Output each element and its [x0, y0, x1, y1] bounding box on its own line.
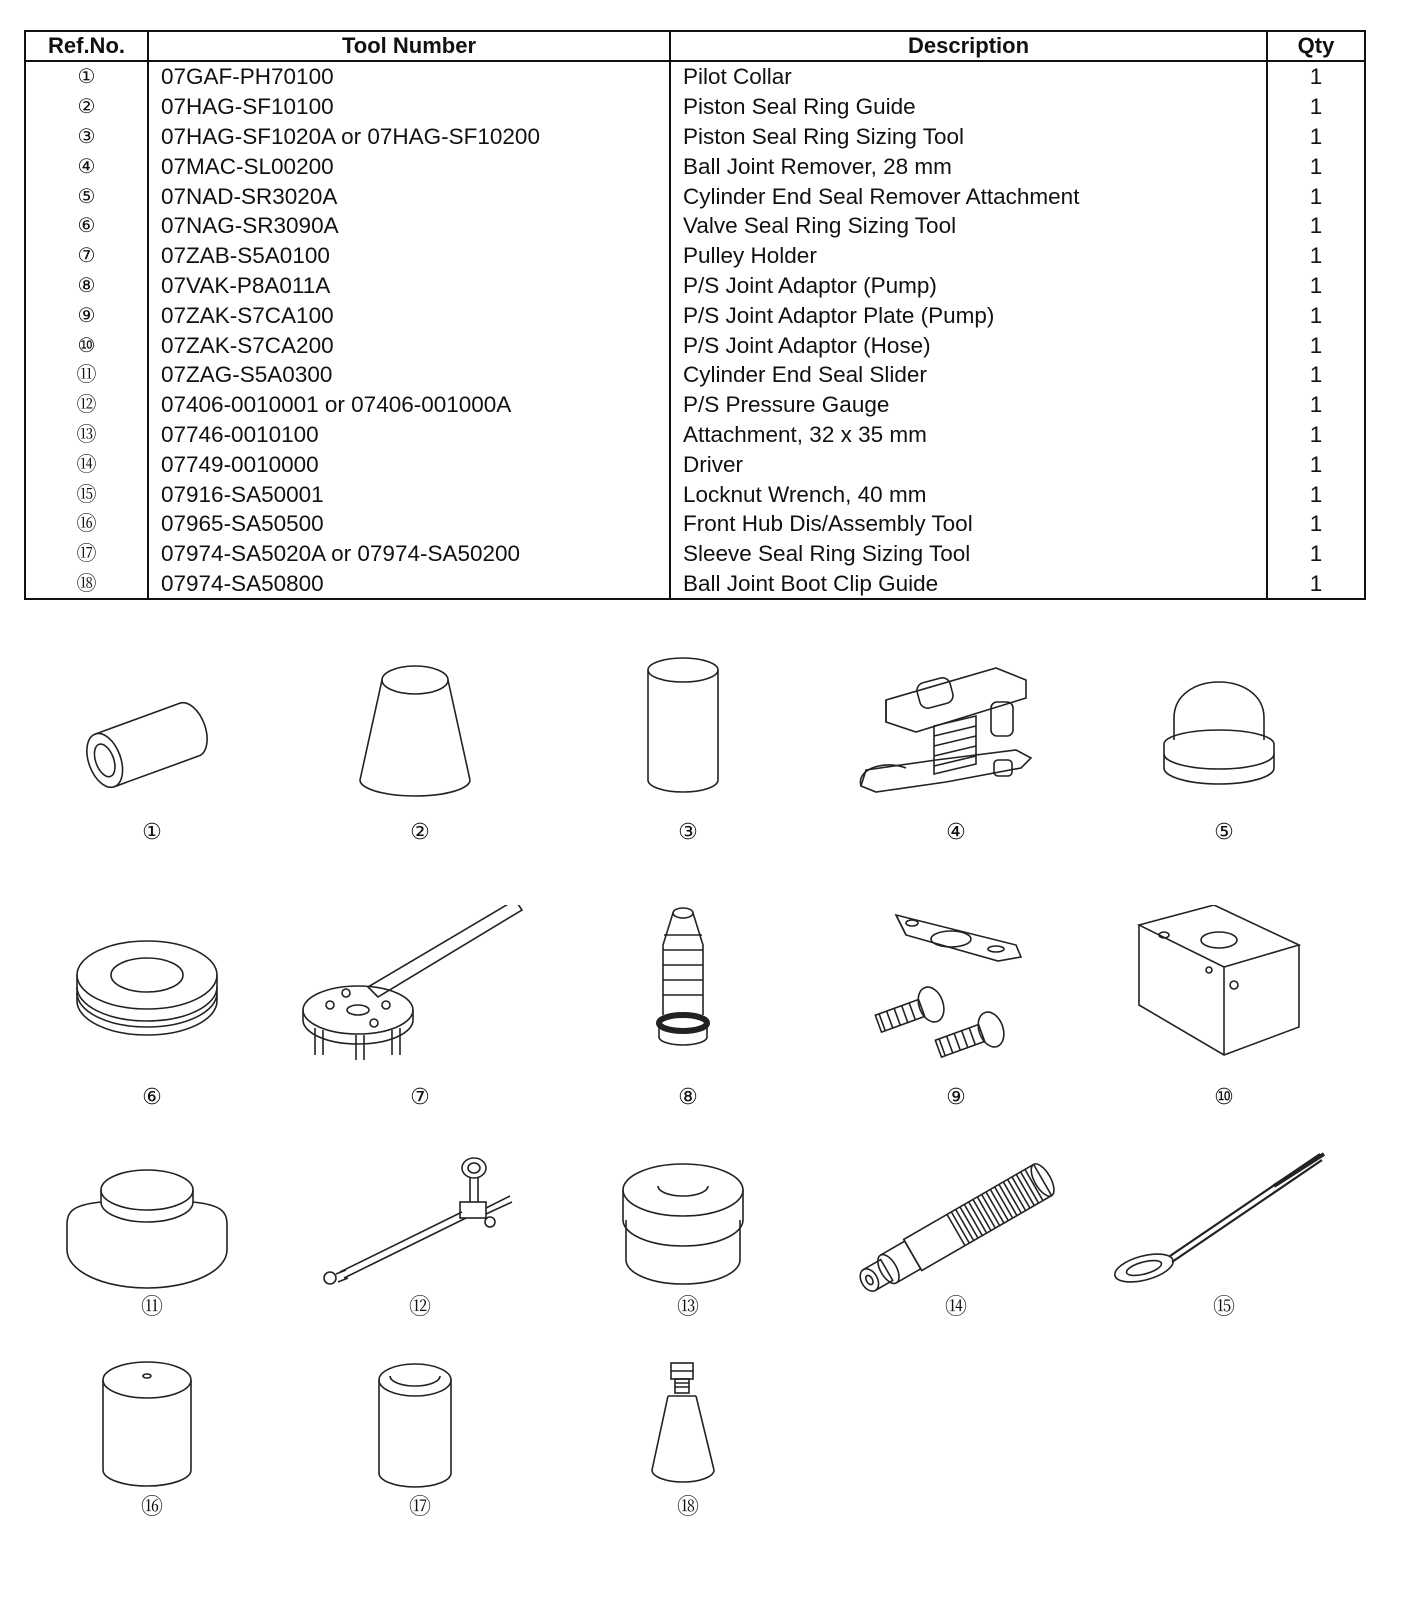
description-cell: Piston Seal Ring Guide: [670, 92, 1267, 122]
ref-cell: ⑮: [25, 479, 148, 509]
illustration-label: ⑯: [140, 1495, 163, 1520]
qty-cell: 1: [1267, 479, 1365, 509]
description-cell: Attachment, 32 x 35 mm: [670, 420, 1267, 450]
qty-cell: 1: [1267, 271, 1365, 301]
description-cell: Cylinder End Seal Slider: [670, 360, 1267, 390]
table-row: [25, 151, 1365, 181]
ref-cell: ⑫: [25, 390, 148, 420]
table-row: [25, 509, 1365, 539]
qty-cell: 1: [1267, 151, 1365, 181]
ref-cell: ①: [25, 61, 148, 92]
description-cell: Pulley Holder: [670, 241, 1267, 271]
pressure-gauge-icon: [290, 1150, 550, 1310]
tool-number-cell: 07HAG-SF10100: [148, 92, 670, 122]
table-row: [25, 61, 1365, 92]
ref-cell: ②: [25, 92, 148, 122]
qty-cell: 1: [1267, 569, 1365, 600]
seal-slider-icon: [22, 1150, 282, 1310]
remover-attachment-icon: [1094, 640, 1354, 820]
illustration-9: [826, 905, 1086, 1110]
illustration-8: [558, 905, 818, 1110]
tool-number-cell: 07974-SA50800: [148, 569, 670, 600]
table-row: [25, 300, 1365, 330]
tool-number-cell: 07ZAG-S5A0300: [148, 360, 670, 390]
description-cell: P/S Joint Adaptor (Pump): [670, 271, 1267, 301]
description-cell: Front Hub Dis/Assembly Tool: [670, 509, 1267, 539]
illustration-label: ⑧: [678, 1085, 698, 1110]
tool-number-cell: 07NAG-SR3090A: [148, 211, 670, 241]
illustration-label: ②: [410, 820, 430, 845]
description-cell: Pilot Collar: [670, 61, 1267, 92]
ref-cell: ⑰: [25, 539, 148, 569]
tool-number-cell: 07974-SA5020A or 07974-SA50200: [148, 539, 670, 569]
hub-tool-icon: [22, 1358, 282, 1503]
table-row: [25, 539, 1365, 569]
illustration-label: ④: [946, 820, 966, 845]
illustration-label: ⑰: [408, 1495, 431, 1520]
valve-seal-ring-icon: [22, 905, 282, 1085]
illustration-label: ⑮: [1212, 1295, 1235, 1320]
tool-number-cell: 07746-0010100: [148, 420, 670, 450]
header-tool-number: Tool Number: [148, 31, 670, 61]
table-row: [25, 92, 1365, 122]
qty-cell: 1: [1267, 449, 1365, 479]
qty-cell: 1: [1267, 61, 1365, 92]
attachment-icon: [558, 1150, 818, 1310]
illustration-label: ③: [678, 820, 698, 845]
description-cell: Locknut Wrench, 40 mm: [670, 479, 1267, 509]
pulley-holder-icon: [290, 905, 550, 1085]
illustration-7: [290, 905, 550, 1110]
description-cell: Sleeve Seal Ring Sizing Tool: [670, 539, 1267, 569]
illustration-label: ⑨: [946, 1085, 966, 1110]
table-row: [25, 569, 1365, 600]
sleeve-sizing-tool-icon: [290, 1358, 550, 1503]
ref-cell: ③: [25, 122, 148, 152]
tool-number-cell: 07ZAB-S5A0100: [148, 241, 670, 271]
table-row: [25, 241, 1365, 271]
hose-adaptor-block-icon: [1094, 905, 1354, 1085]
table-row: [25, 271, 1365, 301]
tool-number-cell: 07ZAK-S7CA100: [148, 300, 670, 330]
tool-number-cell: 07749-0010000: [148, 449, 670, 479]
illustration-label: ⑤: [1214, 820, 1234, 845]
ref-cell: ⑦: [25, 241, 148, 271]
illustration-6: [22, 905, 282, 1110]
illustration-label: ⑱: [676, 1495, 699, 1520]
table-row: [25, 449, 1365, 479]
illustration-5: [1094, 640, 1354, 845]
qty-cell: 1: [1267, 122, 1365, 152]
illustration-label: ⑥: [142, 1085, 162, 1110]
qty-cell: 1: [1267, 92, 1365, 122]
description-cell: P/S Joint Adaptor Plate (Pump): [670, 300, 1267, 330]
illustration-15: [1094, 1150, 1354, 1350]
table-row: [25, 330, 1365, 360]
ref-cell: ④: [25, 151, 148, 181]
driver-icon: [826, 1150, 1086, 1310]
boot-clip-guide-icon: [558, 1358, 818, 1503]
qty-cell: 1: [1267, 211, 1365, 241]
description-cell: Driver: [670, 449, 1267, 479]
ball-joint-remover-icon: [826, 640, 1086, 820]
description-cell: P/S Joint Adaptor (Hose): [670, 330, 1267, 360]
illustration-label: ⑬: [676, 1295, 699, 1320]
header-description: Description: [670, 31, 1267, 61]
table-row: [25, 181, 1365, 211]
table-row: [25, 390, 1365, 420]
ref-cell: ⑯: [25, 509, 148, 539]
illustration-10: [1094, 905, 1354, 1110]
ref-cell: ⑩: [25, 330, 148, 360]
ref-cell: ⑭: [25, 449, 148, 479]
ref-cell: ⑱: [25, 569, 148, 600]
adaptor-plate-icon: [826, 905, 1086, 1085]
qty-cell: 1: [1267, 300, 1365, 330]
tool-number-cell: 07HAG-SF1020A or 07HAG-SF10200: [148, 122, 670, 152]
qty-cell: 1: [1267, 539, 1365, 569]
ref-cell: ⑥: [25, 211, 148, 241]
locknut-wrench-icon: [1094, 1150, 1354, 1310]
qty-cell: 1: [1267, 509, 1365, 539]
tool-number-cell: 07MAC-SL00200: [148, 151, 670, 181]
illustration-label: ⑭: [944, 1295, 967, 1320]
table-header-row: [25, 31, 1365, 61]
illustration-1: [22, 640, 282, 845]
ref-cell: ⑪: [25, 360, 148, 390]
tool-number-cell: 07VAK-P8A011A: [148, 271, 670, 301]
sizing-tool-icon: [558, 640, 818, 820]
special-tools-table: [24, 30, 1366, 600]
illustration-label: ⑦: [410, 1085, 430, 1110]
illustration-13: [558, 1150, 818, 1350]
tool-number-cell: 07GAF-PH70100: [148, 61, 670, 92]
tool-number-cell: 07NAD-SR3020A: [148, 181, 670, 211]
ref-cell: ⑨: [25, 300, 148, 330]
illustration-4: [826, 640, 1086, 845]
illustration-16: [22, 1358, 282, 1558]
tool-number-cell: 07ZAK-S7CA200: [148, 330, 670, 360]
table-row: [25, 360, 1365, 390]
description-cell: Ball Joint Remover, 28 mm: [670, 151, 1267, 181]
description-cell: Valve Seal Ring Sizing Tool: [670, 211, 1267, 241]
header-qty: Qty: [1267, 31, 1365, 61]
table-row: [25, 420, 1365, 450]
illustration-label: ⑩: [1214, 1085, 1234, 1110]
pilot-collar-icon: [22, 640, 282, 820]
description-cell: P/S Pressure Gauge: [670, 390, 1267, 420]
ref-cell: ⑤: [25, 181, 148, 211]
illustration-3: [558, 640, 818, 845]
description-cell: Cylinder End Seal Remover Attachment: [670, 181, 1267, 211]
ref-cell: ⑬: [25, 420, 148, 450]
tool-number-cell: 07406-0010001 or 07406-001000A: [148, 390, 670, 420]
illustration-label: ⑫: [408, 1295, 431, 1320]
description-cell: Piston Seal Ring Sizing Tool: [670, 122, 1267, 152]
illustration-14: [826, 1150, 1086, 1350]
qty-cell: 1: [1267, 181, 1365, 211]
illustration-17: [290, 1358, 550, 1558]
illustration-18: [558, 1358, 818, 1558]
illustration-2: [290, 640, 550, 845]
tool-number-cell: 07965-SA50500: [148, 509, 670, 539]
table-row: [25, 122, 1365, 152]
tool-number-cell: 07916-SA50001: [148, 479, 670, 509]
illustration-label: ⑪: [140, 1295, 163, 1320]
illustration-label: ①: [142, 820, 162, 845]
seal-ring-guide-icon: [290, 640, 550, 820]
qty-cell: 1: [1267, 390, 1365, 420]
qty-cell: 1: [1267, 241, 1365, 271]
header-ref-no: Ref.No.: [25, 31, 148, 61]
table-row: [25, 211, 1365, 241]
qty-cell: 1: [1267, 330, 1365, 360]
illustration-12: [290, 1150, 550, 1350]
description-cell: Ball Joint Boot Clip Guide: [670, 569, 1267, 600]
illustration-11: [22, 1150, 282, 1350]
ref-cell: ⑧: [25, 271, 148, 301]
qty-cell: 1: [1267, 420, 1365, 450]
joint-adaptor-icon: [558, 905, 818, 1085]
table-row: [25, 479, 1365, 509]
qty-cell: 1: [1267, 360, 1365, 390]
